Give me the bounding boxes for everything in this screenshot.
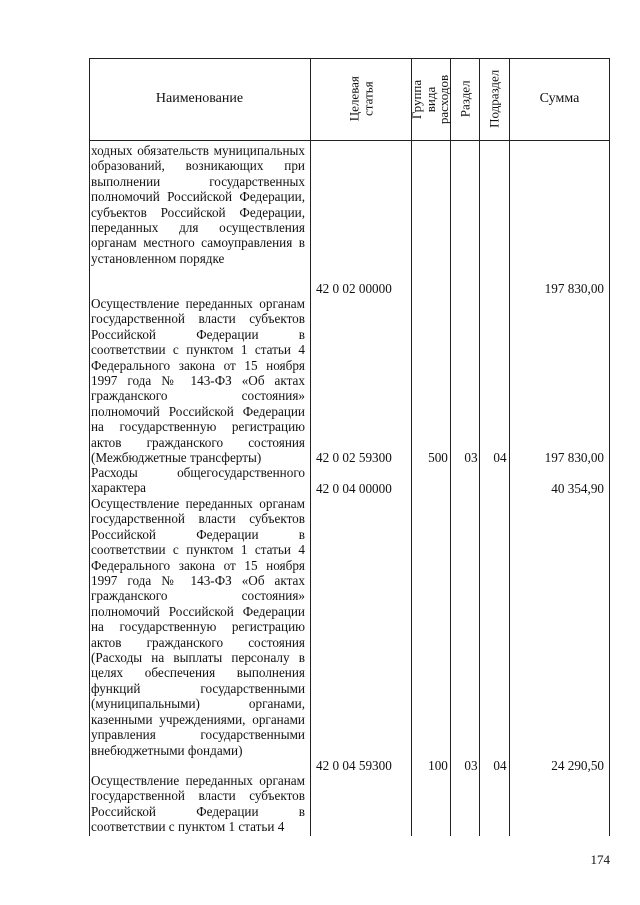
header-target-cell	[311, 58, 411, 140]
row-name: Осуществление переданных органам государственной власти субъектов Российской Федерации в соответствии с пунктом 1 статьи 4 Федерального закона от 15 ноября 1997 года № 143-ФЗ «Об актах гражданского состояния» полномочий Российской Федерации на государственную регистрацию актов гражданского состояния (Межбюджетные трансферты)	[91, 296, 305, 466]
row-name: Осуществление переданных органам государственной власти субъектов Российской Федерации в соответствии с пунктом 1 статьи 4 Федерального закона от 15 ноября 1997 года № 143-ФЗ «Об актах гражданского состояния» полномочий Российской Федерации на государственную регистрацию актов гражданского состояния (Расходы на выплаты персоналу в целях обеспечения выполнения функций государственными (муниципальными) органами, казенными учреждениями, органами управления государственными внебюджетными фондами)	[91, 496, 305, 758]
col-divider	[411, 58, 412, 836]
row-group: 100	[428, 758, 448, 773]
row-code: 42 0 02 59300	[316, 450, 392, 465]
row-sum: 40 354,90	[551, 481, 604, 496]
row-sum: 24 290,50	[551, 758, 604, 773]
row-name: Расходы общегосударственного характера	[91, 465, 305, 496]
header-target: Целевая статья	[346, 76, 375, 122]
row-subsection: 04	[493, 758, 507, 773]
table-left-border	[89, 58, 90, 836]
col-divider	[310, 58, 311, 836]
row-section: 03	[464, 450, 478, 465]
header-bottom-border	[89, 140, 610, 141]
row-sum: 197 830,00	[544, 450, 604, 465]
header-subsection-cell	[480, 58, 509, 140]
col-divider	[509, 58, 510, 836]
row-code: 42 0 04 59300	[316, 758, 392, 773]
header-name: Наименование	[155, 90, 244, 106]
col-divider	[450, 58, 451, 836]
row-group: 500	[428, 450, 448, 465]
row-code: 42 0 04 00000	[316, 481, 392, 496]
table-right-border	[609, 58, 610, 836]
row-subsection: 04	[493, 450, 507, 465]
header-subsection: Подраздел	[486, 69, 502, 129]
page-number: 174	[590, 852, 610, 867]
header-group-cell	[409, 58, 452, 140]
row-name: ходных обязательств муниципальных образований, возникающих при выполнении государственных полномочий Российской Федерации, субъектов Российской Федерации, переданных для осуществления органам местного самоуправления в установленном порядке	[91, 143, 305, 266]
header-sum-cell	[510, 58, 609, 140]
header-sum: Сумма	[539, 90, 580, 106]
budget-table	[89, 58, 610, 836]
header-section: Раздел	[457, 80, 473, 118]
header-group: Группа вида расходов	[409, 74, 452, 124]
row-code: 42 0 02 00000	[316, 281, 392, 296]
header-name-cell	[89, 58, 310, 140]
header-section-cell	[451, 58, 479, 140]
row-sum: 197 830,00	[544, 281, 604, 296]
row-name: Осуществление переданных органам государственной власти субъектов Российской Федерации в соответствии с пунктом 1 статьи 4	[91, 773, 305, 835]
col-divider	[479, 58, 480, 836]
row-section: 03	[464, 758, 478, 773]
